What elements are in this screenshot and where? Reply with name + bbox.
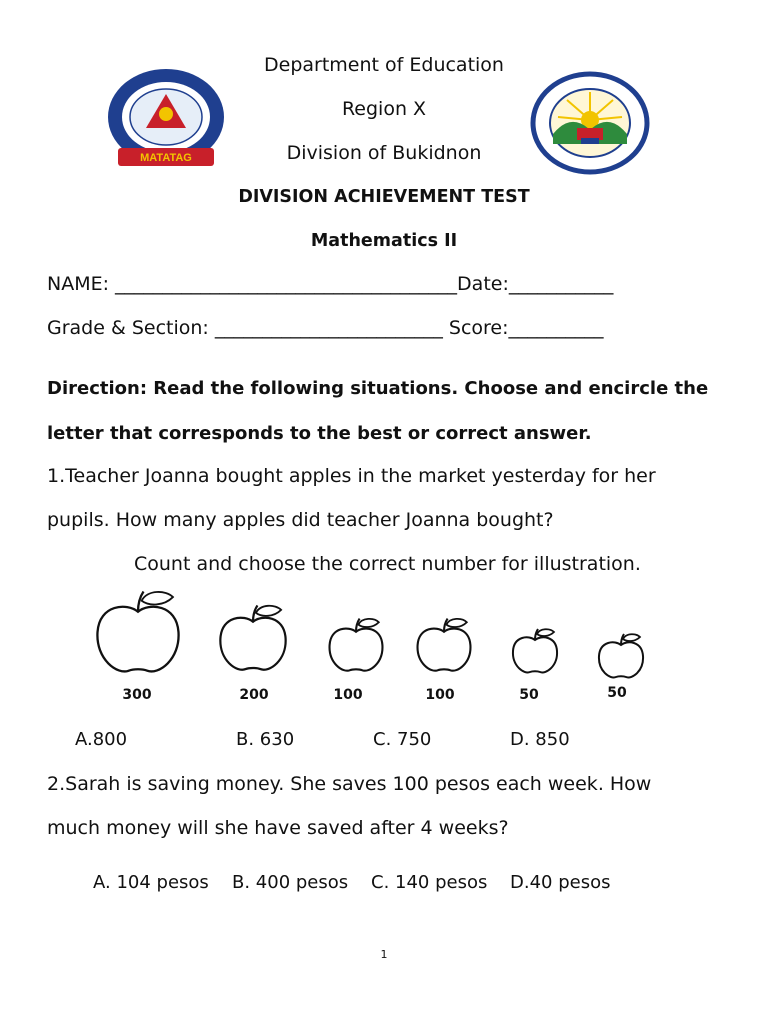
subject-title: Mathematics II (310, 231, 458, 251)
apple-label: 100 (333, 687, 363, 703)
apple-illustration-50a (510, 626, 560, 676)
apple-label: 50 (519, 687, 539, 703)
direction-line-2: letter that corresponds to the best or correct answer. (47, 423, 592, 444)
logo-banner-text: MATATAG (140, 152, 192, 164)
department-title: Department of Education (264, 54, 504, 76)
q2-choice-c[interactable]: C. 140 pesos (371, 872, 488, 893)
apple-illustration-100a (326, 615, 386, 675)
apple-illustration-300 (92, 586, 184, 678)
page-number: 1 (380, 948, 388, 961)
apple-label: 100 (425, 687, 455, 703)
apple-illustration-50b (596, 631, 646, 681)
apple-label: 300 (122, 687, 152, 703)
test-title: DIVISION ACHIEVEMENT TEST (238, 187, 530, 207)
question-2-line-1: 2.Sarah is saving money. She saves 100 pesos each week. How (47, 773, 652, 795)
q1-choice-b[interactable]: B. 630 (236, 729, 295, 750)
grade-score-field: Grade & Section: ________________________ Score:__________ (47, 317, 604, 339)
apple-illustration-200 (216, 601, 290, 675)
question-1-instruction: Count and choose the correct number for illustration. (134, 553, 641, 575)
q1-choice-a[interactable]: A.800 (75, 729, 128, 750)
apple-illustration-100b (414, 615, 474, 675)
question-1-line-1: 1.Teacher Joanna bought apples in the market yesterday for her (47, 465, 656, 487)
q1-choice-c[interactable]: C. 750 (373, 729, 432, 750)
direction-line-1: Direction: Read the following situations. Choose and encircle the (47, 378, 709, 399)
question-1-line-2: pupils. How many apples did teacher Joanna bought? (47, 509, 554, 531)
apple-label: 200 (239, 687, 269, 703)
question-2-line-2: much money will she have saved after 4 weeks? (47, 817, 509, 839)
name-date-field: NAME: ____________________________________Date:___________ (47, 273, 614, 295)
q1-choice-d[interactable]: D. 850 (510, 729, 570, 750)
q2-choice-d[interactable]: D.40 pesos (510, 872, 611, 893)
region-title: Region X (341, 98, 427, 120)
apple-label: 50 (607, 685, 627, 701)
q2-choice-a[interactable]: A. 104 pesos (93, 872, 209, 893)
q2-choice-b[interactable]: B. 400 pesos (232, 872, 349, 893)
division-title: Division of Bukidnon (286, 142, 482, 164)
